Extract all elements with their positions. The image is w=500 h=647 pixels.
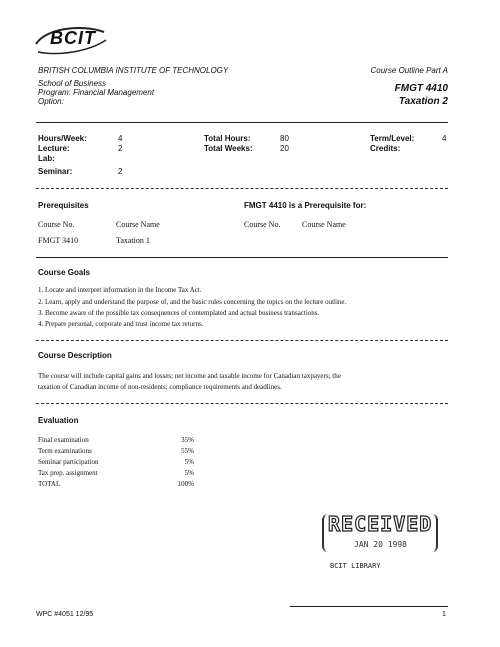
total-hours-value: 80 [280,134,289,143]
prereq-col-name: Course Name [116,220,160,229]
divider [36,188,448,189]
divider [36,257,448,258]
prerequisites-heading: Prerequisites [38,201,89,210]
stamp-bracket-icon [322,514,438,552]
prereq-for-heading: FMGT 4410 is a Prerequisite for: [244,201,367,210]
description-line-1: The course will include capital gains and losses; net income and taxable income for Canadian taxpayers; the [38,372,341,380]
eval-label-total: TOTAL [38,480,61,488]
seminar-value: 2 [118,167,123,176]
divider [36,403,448,404]
goal-item-3: 3. Become aware of the possible tax consequences of contemplated and actual business transactions. [38,309,320,317]
page-number: 1 [442,611,446,618]
eval-value-assignment: 5% [184,469,194,477]
description-heading: Course Description [38,351,112,360]
eval-label-final: Final examination [38,436,89,444]
eval-value-term: 55% [181,447,194,455]
hours-week-value: 4 [118,134,123,143]
prereq-col-no: Course No. [38,220,75,229]
prereq-row-no: FMGT 3410 [38,236,79,245]
total-weeks-label: Total Weeks: [204,144,253,153]
stamp-library: BCIT LIBRARY [330,562,381,570]
goal-item-1: 1. Locate and interpret information in the Income Tax Act. [38,286,202,294]
goal-item-4: 4. Prepare personal, corporate and trust income tax returns. [38,320,204,328]
goal-item-2: 2. Learn, apply and understand the purpose of, and the basic rules concerning the topics on the lecture outline. [38,298,347,306]
option-label: Option: [38,97,64,106]
eval-value-final: 35% [181,436,194,444]
evaluation-heading: Evaluation [38,416,79,425]
total-weeks-value: 20 [280,144,289,153]
eval-label-term: Term examinations [38,447,92,455]
divider [36,340,448,341]
divider [36,122,448,123]
program-name: Program: Financial Management [38,88,155,97]
footer-divider [290,606,448,607]
eval-value-seminar: 5% [184,458,194,466]
course-code: FMGT 4410 [394,83,448,94]
seminar-label: Seminar: [38,167,73,176]
outline-part: Course Outline Part A [370,66,448,75]
institute-name: BRITISH COLUMBIA INSTITUTE OF TECHNOLOGY [38,66,229,75]
hours-week-label: Hours/Week: [38,134,87,143]
lab-label: Lab: [38,154,55,163]
prereq-for-col-no: Course No. [244,220,281,229]
bcit-logo [32,22,108,58]
eval-label-assignment: Tax prep. assignment [38,469,98,477]
logo-text: BCIT [50,28,96,48]
total-hours-label: Total Hours: [204,134,251,143]
eval-value-total: 100% [177,480,194,488]
received-stamp [318,510,438,586]
school-name: School of Business [38,79,107,88]
lecture-value: 2 [118,144,123,153]
course-title: Taxation 2 [398,96,448,107]
eval-label-seminar: Seminar participation [38,458,99,466]
lecture-label: Lecture: [38,144,70,153]
credits-label: Credits: [370,144,401,153]
prereq-for-col-name: Course Name [302,220,346,229]
stamp-date: JAN 20 1998 [354,540,407,549]
description-line-2: taxation of Canadian income of non-residents; compliance requirements and deadlines. [38,383,282,391]
prereq-row-name: Taxation 1 [116,236,150,245]
goals-heading: Course Goals [38,268,91,277]
term-level-label: Term/Level: [370,134,415,143]
form-code: WPC #4051 12/95 [36,611,94,618]
stamp-received-word: RECEIVED [328,512,433,536]
term-level-value: 4 [442,134,447,143]
